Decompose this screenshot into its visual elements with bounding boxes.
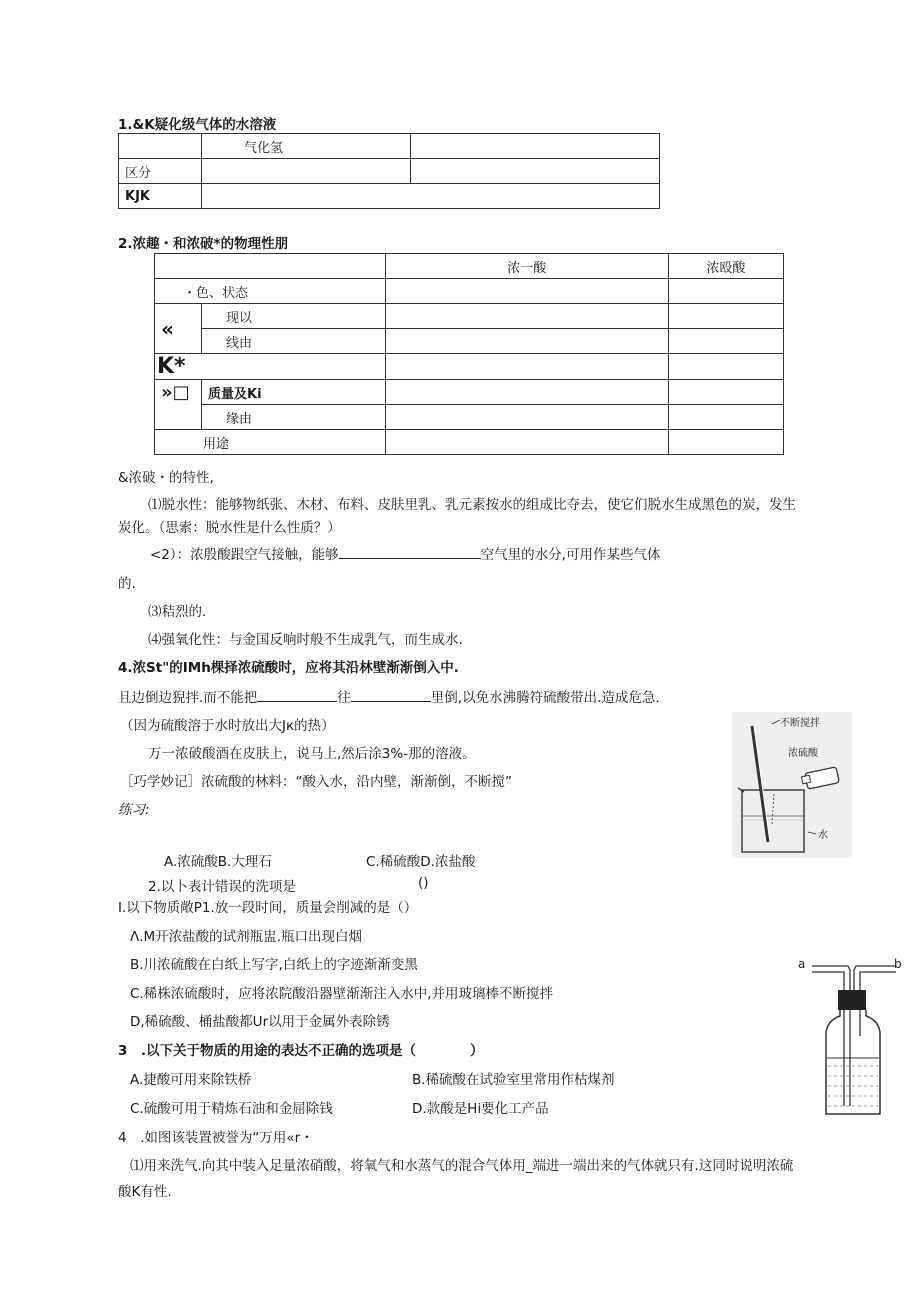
water-label: 水 [818,830,828,841]
acid-bottle-icon [801,767,839,789]
table2-left-mark: K* [155,354,386,380]
question-1: I.以下物质敞P1.放一段时间，质量会削减的是（） [118,900,418,916]
option-row-cd: C.稀硫酸D.浓盐酸 [366,854,476,870]
answer-blank[interactable] [339,544,481,559]
choice-b[interactable]: B.川浓硫酸在白纸上写字,白纸上的字迹渐渐变黑 [130,957,418,973]
table2-col2-header: 浓殴酸 [668,254,783,279]
table2-row-color-state: ・色、状态 [155,279,386,304]
beaker-diagram [732,712,852,858]
mnemonic-text: ［巧学妙记］浓硫酸的林料：“酸入水，沿内壁，渐渐倒，不断搅” [120,774,512,790]
dilution-figure [732,712,852,858]
dilution-reason: （因为硫酸溶于水时放出大Jк的热） [120,718,335,734]
question-4-part1: ⑴用来洗气.向其中装入足量浓硝酸，将氧气和水蒸气的混合气体用_端进一端出来的气体就只有.这同时说明浓硫 [130,1158,794,1174]
question-3: 3 .以下关于物质的用途的表达不正确的选项是（ ） [118,1043,484,1059]
choice-c[interactable]: C.稀株浓硫酸时，应将浓院酸沿器壁渐渐注入水中,并用玻璃棒不断搅拌 [130,986,554,1002]
acid-label: 浓硫酸 [788,748,818,759]
hygroscopic-text-cont: 的. [118,576,136,592]
choice-a[interactable]: A.捷酸可用来除铁桥 [130,1072,252,1088]
question-4: 4 .如图该装置被誉为“万用«r・ [118,1130,314,1146]
choice-d[interactable]: D.款酸是Hi要化工产品 [412,1101,549,1117]
dehydration-text: ⑴脱水性：能够物纸张、木材、布料、皮肤里乳、乳元素按水的组成比夺去，使它们脱水生成黑色的炭，发生 [148,497,796,513]
first-aid-text: 万一浓破酸酒在皮肤上，说马上,然后涂3%-那的溶液。 [148,746,476,762]
choice-b[interactable]: B.稀硫酸在试验室里常用作枯煤剂 [412,1072,615,1088]
section1-heading: 1.&K疑化级气体的水溶液 [118,117,277,133]
choice-c[interactable]: C.硫酸可用于精炼石油和金屈除钱 [130,1101,333,1117]
dilution-text: 且边倒边猊拌.而不能把 往 里倒,以免水沸腾符硫酸带出.造成危急. [118,686,660,706]
section3-heading: &浓破・的特性, [118,470,214,486]
section2-table [154,253,784,455]
table2-left-mark: »□ [155,380,202,430]
port-b-label: b [894,957,902,971]
question-2-header: 2.以卜表计错误的洗项是 [148,879,296,895]
question-4-part1-cont: 酸K有性. [118,1184,172,1200]
gas-bottle-figure [790,952,910,1124]
table1-row-label: 区分 [119,159,202,184]
answer-blank[interactable] [257,687,337,702]
option-row-ab: A.浓硫酸B.大理石 [164,854,272,870]
choice-a[interactable]: Λ.M开浓盐酸的试剂瓶盅.瓶口出现白烟 [130,929,362,945]
practice-label: 练习: [118,802,150,818]
dehydration-text-cont: 炭化。（思索：脱水性是什么性质？） [118,520,341,536]
answer-blank[interactable] [351,687,431,702]
gas-bottle-diagram [790,952,910,1124]
table2-sub-row: 现以 [202,304,386,329]
port-a-label: a [798,957,806,971]
table2-col1-header: 浓一酸 [385,254,668,279]
table2-sub-row: 质量及Ki [202,380,386,405]
section1-table [118,133,660,209]
hygroscopic-text: <2）：浓殷酸跟空气接触，能够 空气里的水分,可用作某些气体 [150,543,660,563]
property-3: ⑶秸烈的. [148,604,207,620]
table2-row-usage: 用途 [155,430,386,455]
choice-d[interactable]: D,稀硫酸、桶盐酸都Ur以用于金属外表除锈 [130,1014,390,1030]
table2-sub-row: 缘由 [202,405,386,430]
stir-label: 不断搅拌 [780,718,820,729]
table2-left-mark: « [155,304,202,354]
table2-sub-row: 线由 [202,329,386,354]
table1-row-label: KJK [119,184,202,209]
section2-heading: 2.浓趣・和浓破*的物理性朋 [118,236,289,252]
section4-heading: 4.浓St"的IMh棵择浓硫酸时，应将其沿林壁渐渐倒入中. [118,660,459,676]
property-4: ⑷强氧化性：与金国反响时般不生成乳气，而生成水. [148,632,463,648]
table1-col-header: 气化氢 [202,134,411,159]
question-2-paren: () [418,875,429,891]
